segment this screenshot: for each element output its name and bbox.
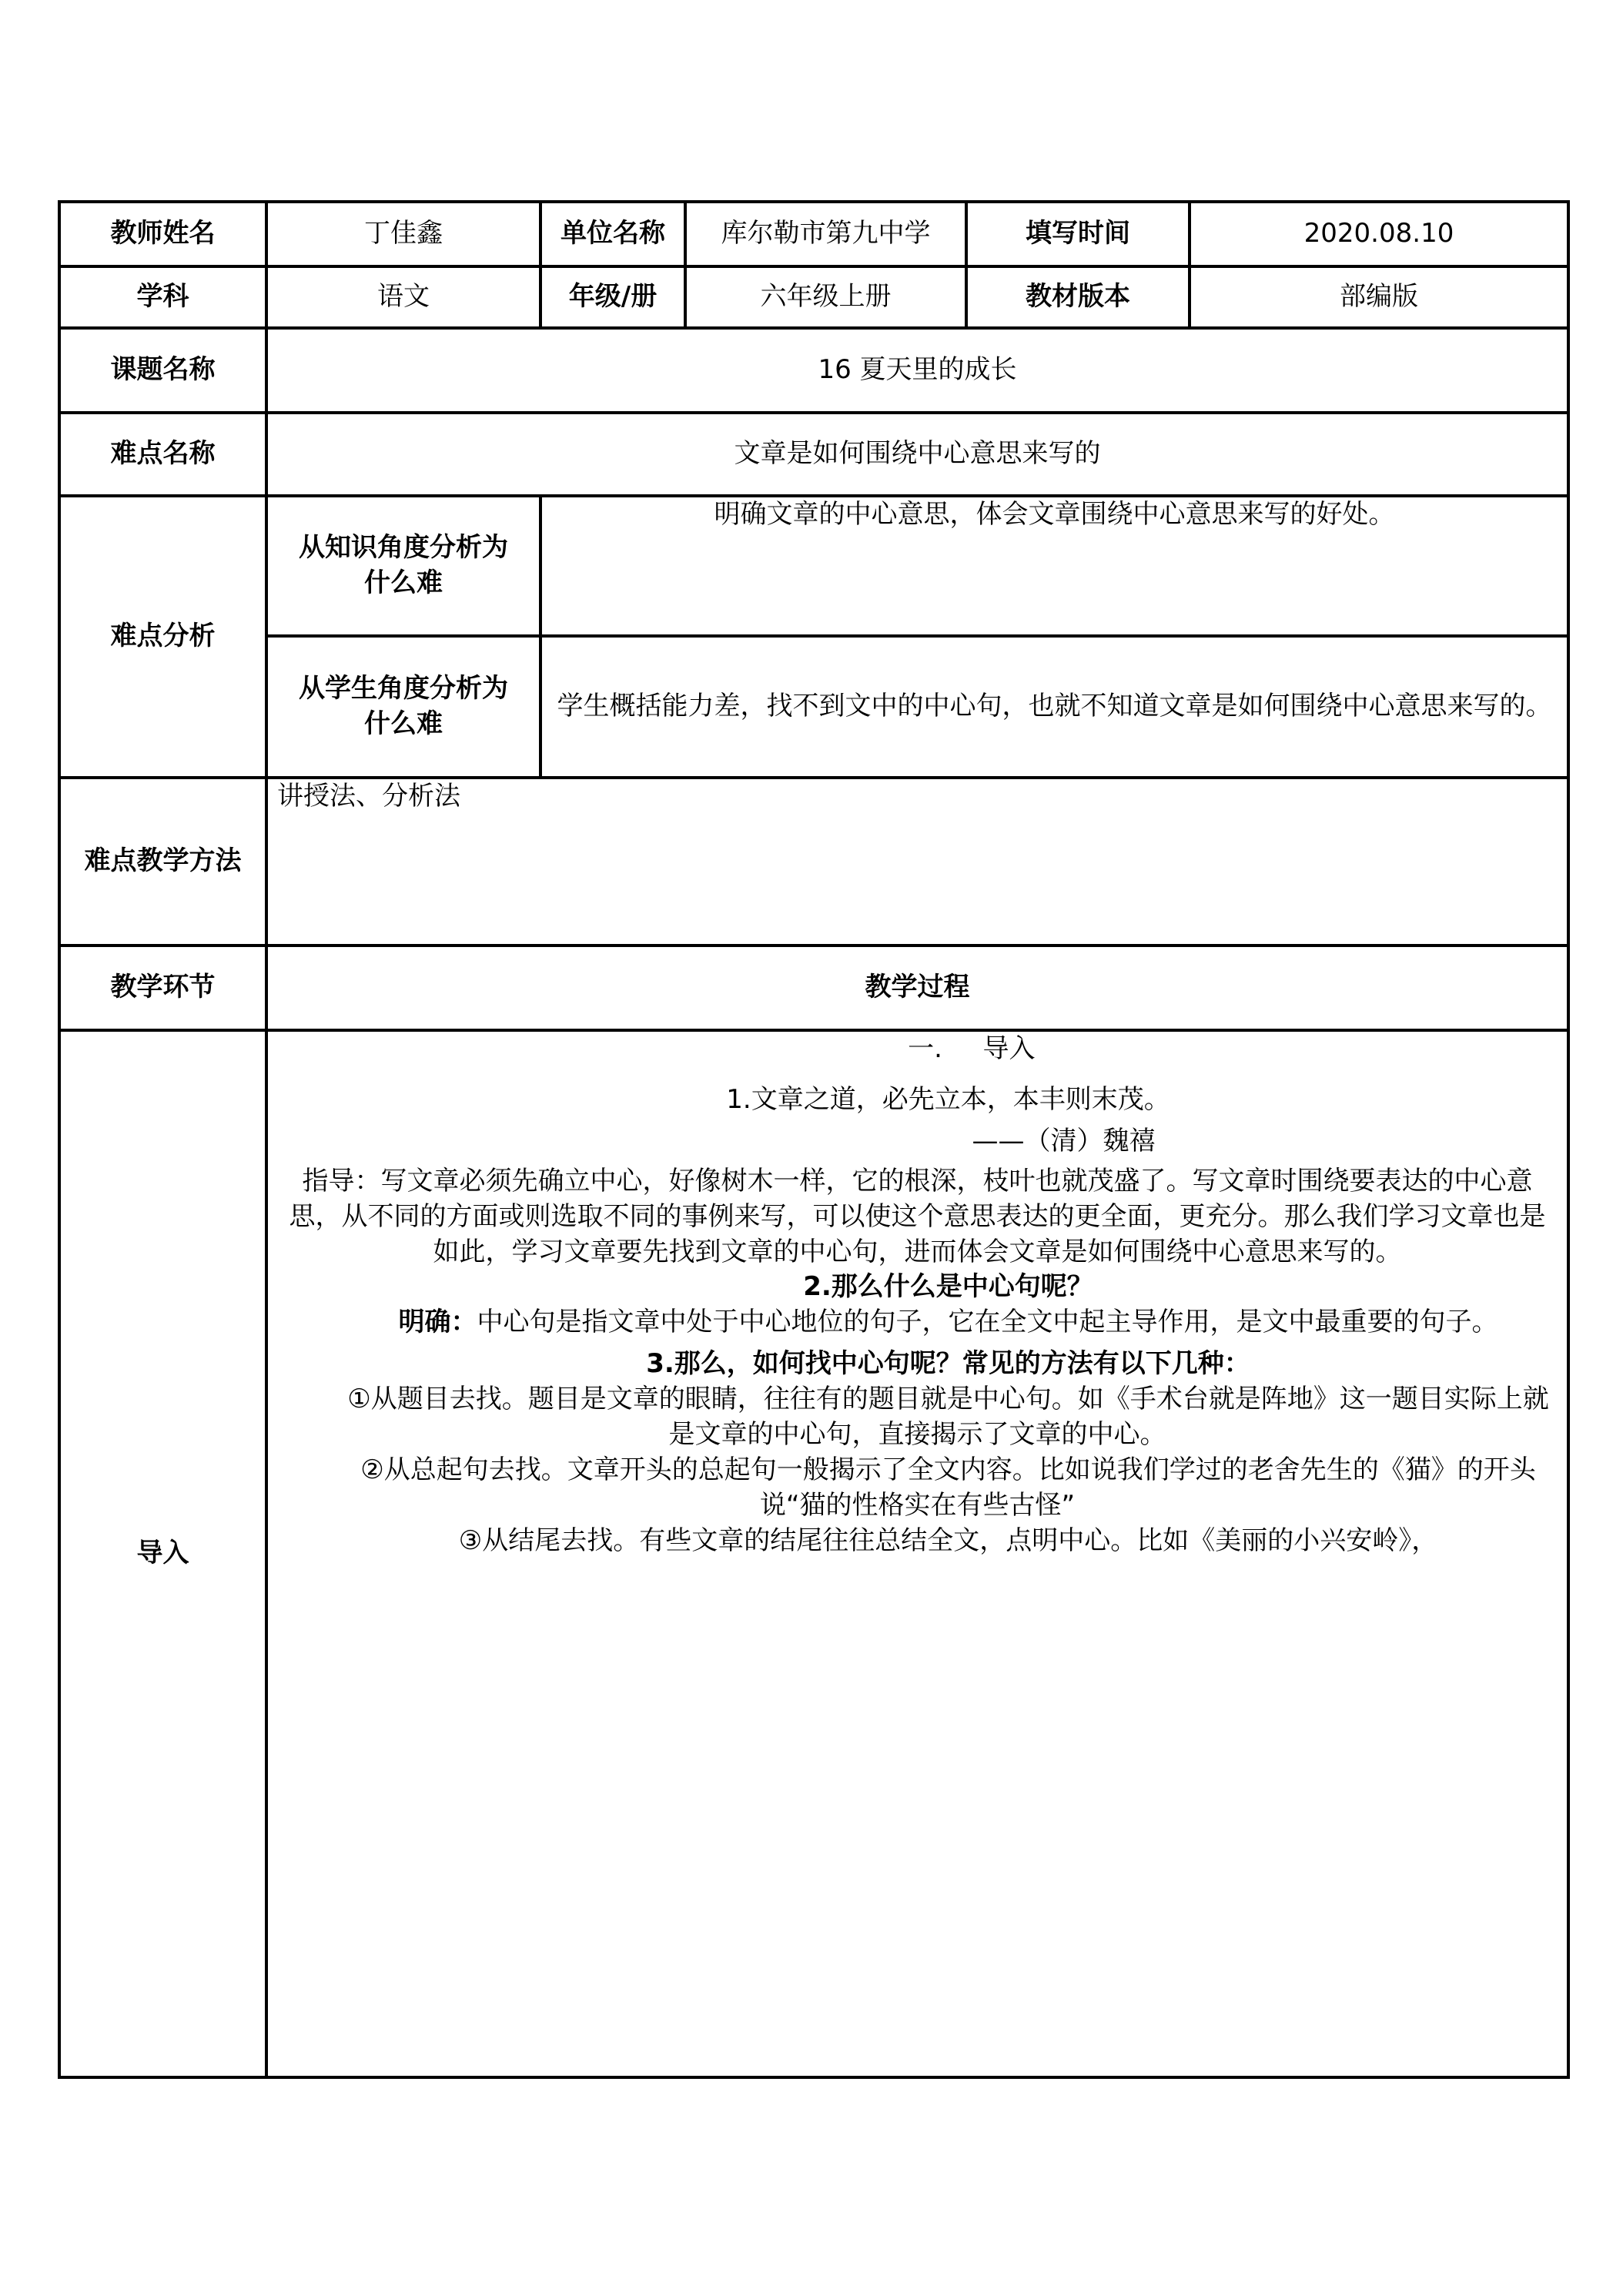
- teacher-name-value: 丁佳鑫: [266, 202, 540, 266]
- teaching-method-label: 难点教学方法: [59, 778, 266, 946]
- unit-name-value: 库尔勒市第九中学: [685, 202, 966, 266]
- grade-value: 六年级上册: [685, 266, 966, 328]
- section-title: 导入: [982, 1033, 1036, 1064]
- teaching-method-text: 讲授法、分析法: [266, 778, 1568, 946]
- question-2: 2.那么什么是中心句呢？: [803, 1271, 1093, 1303]
- difficulty-name-value: 文章是如何围绕中心意思来写的: [266, 413, 1568, 496]
- intro-content: [266, 1030, 1568, 2077]
- question-3: 3.那么，如何找中心句呢？常见的方法有以下几种：: [646, 1348, 1250, 1380]
- method-3: ③从结尾去找。有些文章的结尾往往总结全文，点明中心。比如《美丽的小兴安岭》，: [458, 1525, 1438, 1556]
- student-angle-label: 从学生角度分析为什么难: [266, 636, 540, 778]
- clarify-text: 中心句是指文章中处于中心地位的句子，它在全文中起主导作用，是文中最重要的句子。: [477, 1307, 1498, 1338]
- teacher-name-label: 教师姓名: [59, 202, 266, 266]
- grade-label: 年级/册: [540, 266, 685, 328]
- analysis-student-row: [59, 636, 1568, 778]
- method-1: ①从题目去找。题目是文章的眼睛，往往有的题目就是中心句。如《手术台就是阵地》这一题目实际上就是文章的中心句，直接揭示了文章的中心。: [347, 1384, 1549, 1451]
- intro-section-heading: [277, 1032, 1558, 1067]
- student-angle-text: 学生概括能力差，找不到文中的中心句，也就不知道文章是如何围绕中心意思来写的。: [540, 636, 1568, 778]
- process-header-row: [59, 946, 1568, 1030]
- unit-name-label: 单位名称: [540, 202, 685, 266]
- method-2: ②从总起句去找。文章开头的总起句一般揭示了全文内容。比如说我们学过的老舍先生的《猫》的开头说“猫的性格实在有些古怪”: [360, 1454, 1536, 1521]
- analysis-knowledge-row: [59, 496, 1568, 636]
- lesson-title-value: 16 夏天里的成长: [266, 328, 1568, 413]
- fill-date-label: 填写时间: [966, 202, 1190, 266]
- teaching-stage-header: 教学环节: [59, 946, 266, 1030]
- edition-label: 教材版本: [966, 266, 1190, 328]
- clarify-paragraph: [277, 1305, 1558, 1340]
- difficulty-name-row: [59, 413, 1568, 496]
- quote-source: ——（清）魏禧: [972, 1125, 1156, 1156]
- teaching-process-header: 教学过程: [266, 946, 1568, 1030]
- lesson-title-row: [59, 328, 1568, 413]
- subject-label: 学科: [59, 266, 266, 328]
- knowledge-angle-label: 从知识角度分析为什么难: [266, 496, 540, 636]
- knowledge-angle-text: 明确文章的中心意思，体会文章围绕中心意思来写的好处。: [540, 496, 1568, 636]
- guidance-paragraph: 指导：写文章必须先确立中心，好像树木一样，它的根深，枝叶也就茂盛了。写文章时围绕要表达的中心意思，从不同的方面或则选取不同的事例来写，可以使这个意思表达的更全面，更充分。那么我们学习文章也是如此，学习文章要先找到文章的中心句，进而体会文章是如何围绕中心意思来写的。: [289, 1165, 1546, 1267]
- fill-date-value: 2020.08.10: [1190, 202, 1568, 266]
- quote-line: 1.文章之道，必先立本，本丰则末茂。: [726, 1083, 1170, 1115]
- clarify-label: 明确：: [398, 1307, 477, 1338]
- intro-stage-row: [59, 1030, 1568, 2077]
- difficulty-name-label: 难点名称: [59, 413, 266, 496]
- edition-value: 部编版: [1190, 266, 1568, 328]
- lesson-title-label: 课题名称: [59, 328, 266, 413]
- lesson-plan-table: [58, 200, 1570, 2079]
- teaching-method-row: [59, 778, 1568, 946]
- section-number: 一.: [908, 1033, 942, 1064]
- subject-value: 语文: [266, 266, 540, 328]
- info-row-1: [59, 202, 1568, 266]
- intro-stage-label: 导入: [59, 1030, 266, 2077]
- difficulty-analysis-label: 难点分析: [59, 496, 266, 778]
- info-row-2: [59, 266, 1568, 328]
